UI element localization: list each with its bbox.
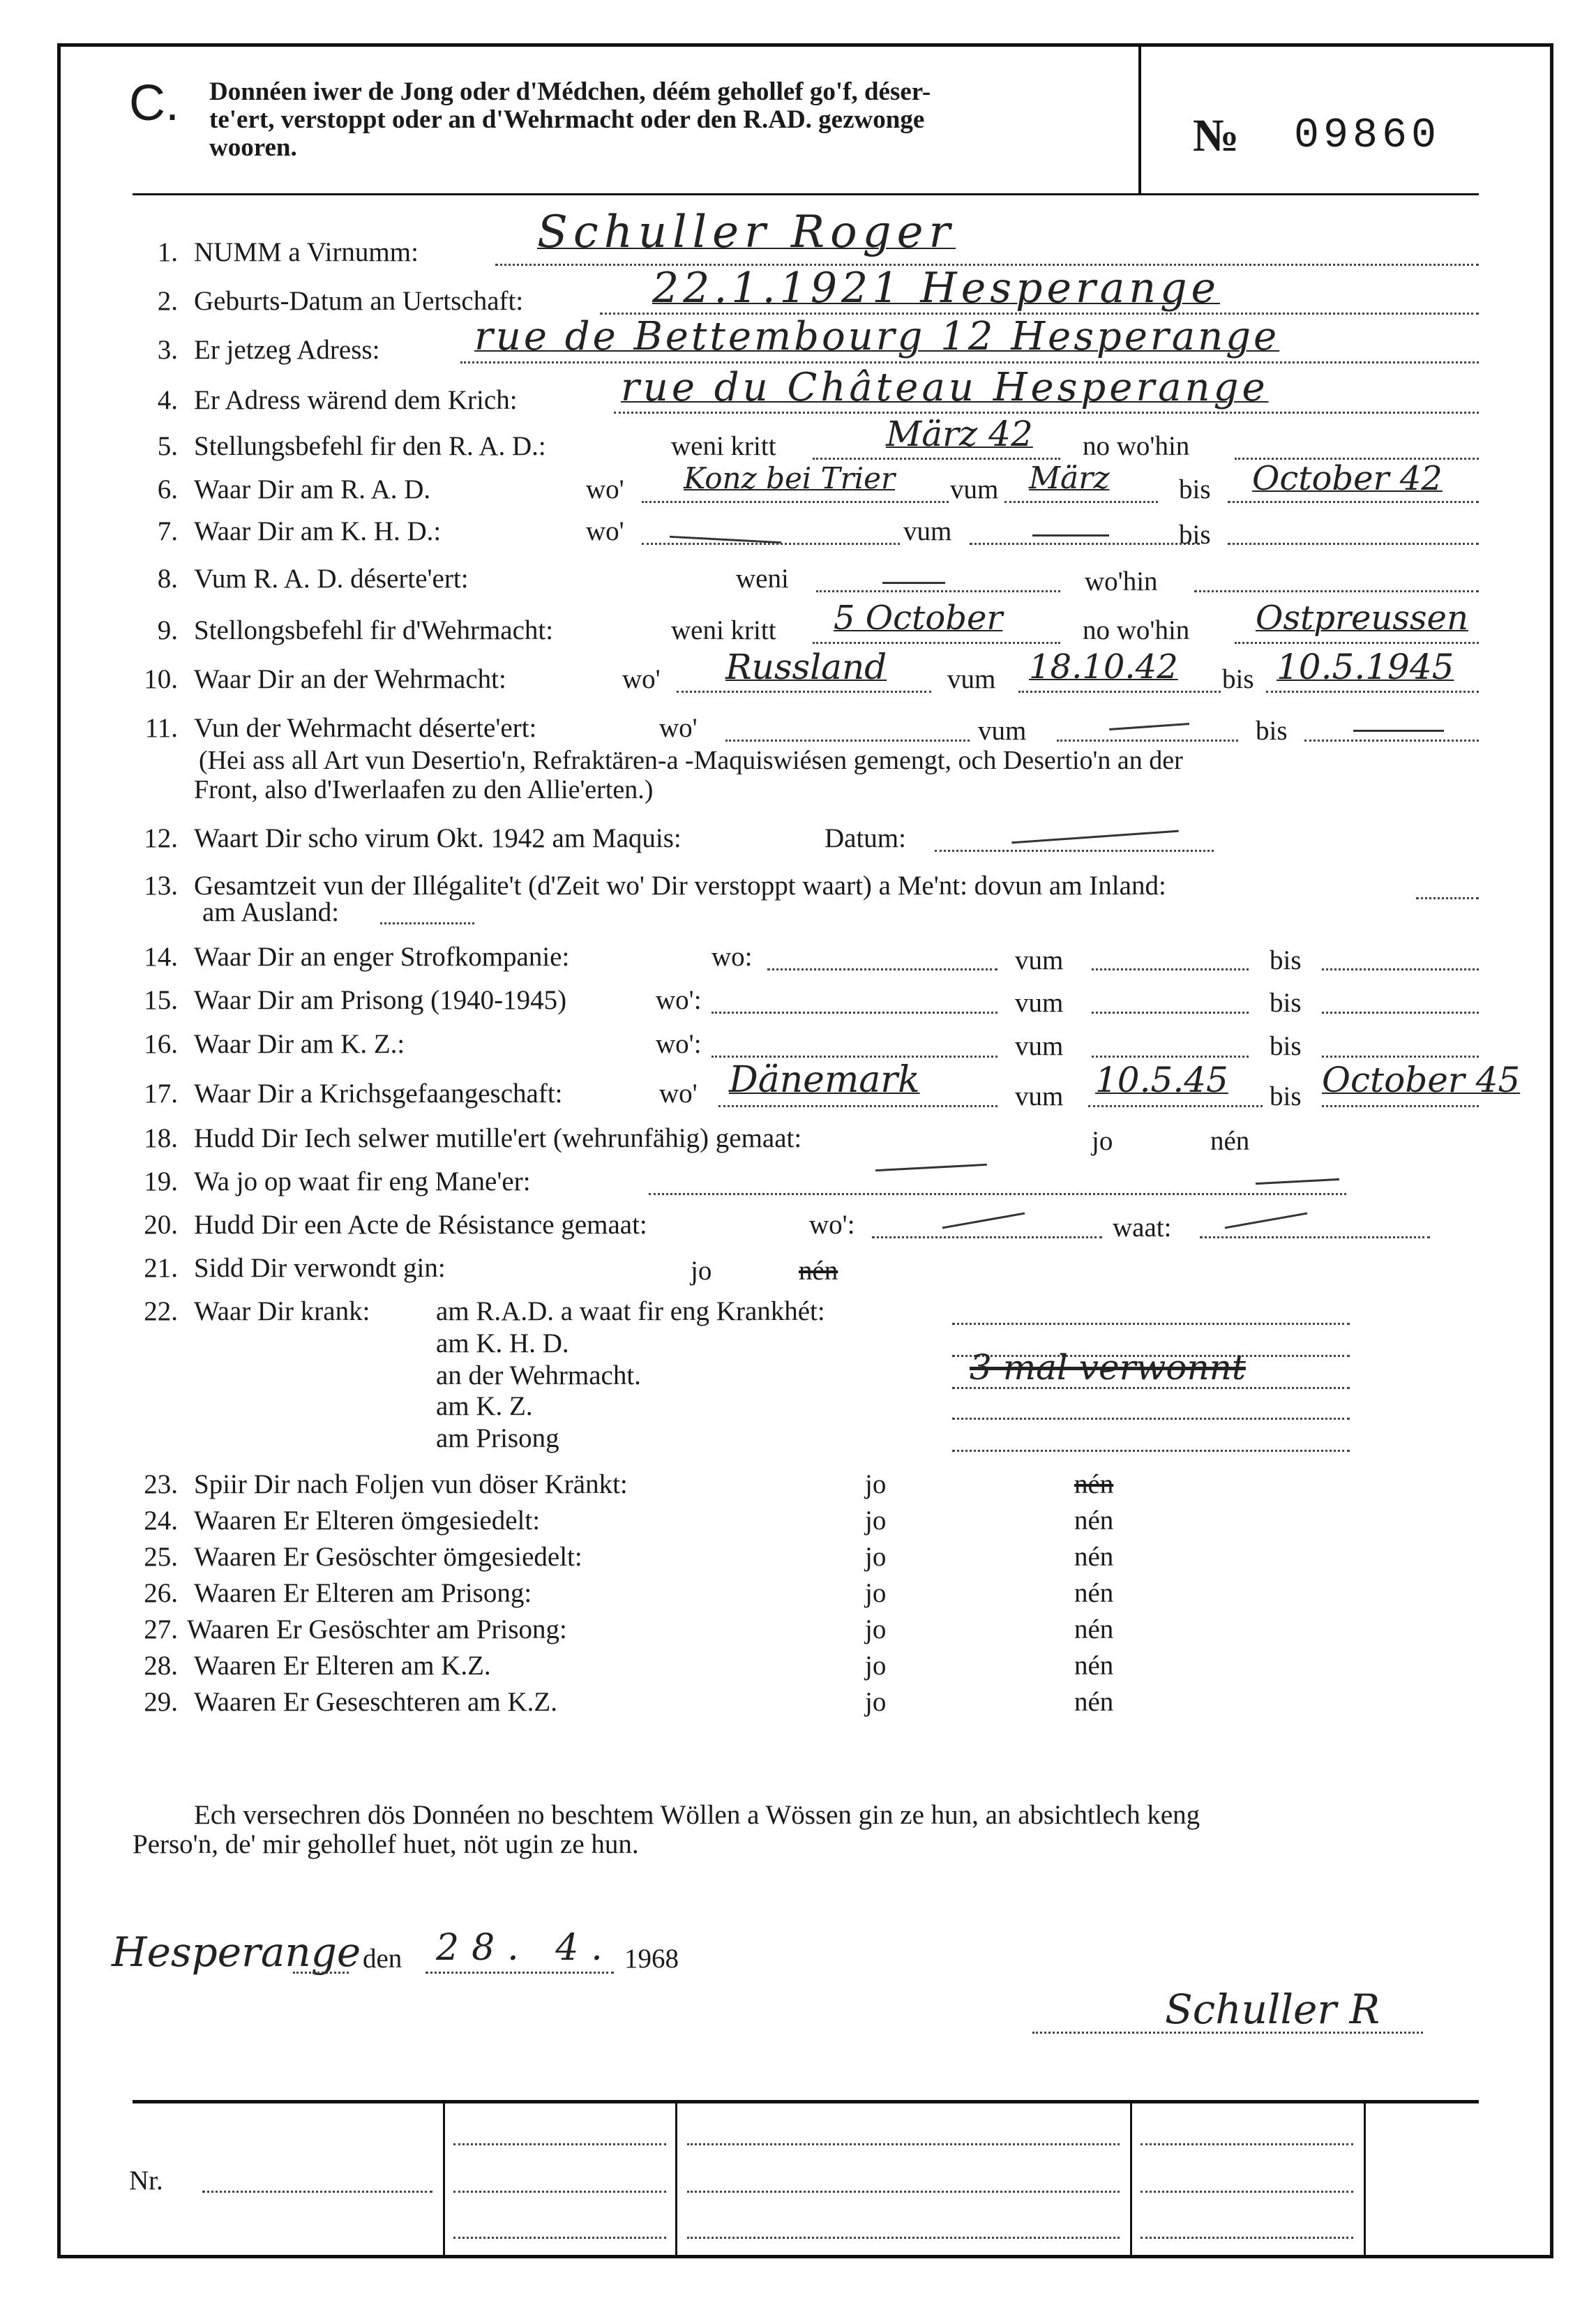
q10-wo-value: Russland — [725, 647, 887, 687]
footer-col-1 — [443, 2103, 445, 2255]
q27-jo: jo — [865, 1614, 887, 1644]
q11-bis-line — [1304, 740, 1479, 742]
q12-datum-dash — [1011, 830, 1179, 844]
q11-bis-label: bis — [1256, 716, 1288, 746]
q29-label: Waaren Er Geseschteren am K.Z. — [194, 1687, 557, 1717]
signature-name: Schuller R — [1165, 1986, 1380, 2033]
q16-vum-label: vum — [1015, 1031, 1064, 1061]
q16-bis-label: bis — [1270, 1031, 1302, 1061]
q29-jo: jo — [865, 1687, 887, 1717]
q8-wohin-label: wo'hin — [1085, 567, 1158, 597]
q15-bis-line — [1322, 1012, 1479, 1014]
signature-year: 1968 — [624, 1944, 679, 1974]
q8-label: Vum R. A. D. déserte'ert: — [194, 564, 469, 594]
q25-number: 25. — [144, 1542, 178, 1572]
signature-date-line — [426, 1972, 614, 1974]
q19-label: Wa jo op waat fir eng Mane'er: — [194, 1166, 531, 1196]
q7-vum-dash — [1032, 534, 1109, 537]
q11-vum-line — [1057, 740, 1238, 742]
q9-weni-label: weni kritt — [671, 615, 776, 645]
q10-wo-label: wo' — [622, 664, 661, 694]
q6-vum-line — [1004, 501, 1158, 503]
q11-vum-label: vum — [978, 716, 1027, 746]
footer-top-rule — [133, 2100, 1479, 2103]
footer-nr-label: Nr. — [129, 2166, 163, 2196]
footer-cell-2c — [687, 2237, 1120, 2239]
header-divider-horizontal — [133, 193, 1479, 195]
q22-rad: am R.A.D. a waat fir eng Krankhét: — [436, 1296, 825, 1326]
q2-number: 2. — [157, 286, 178, 316]
q25-label: Waaren Er Gesöschter ömgesiedelt: — [194, 1542, 582, 1572]
q7-vum-line — [970, 543, 1200, 545]
q10-vum-label: vum — [947, 664, 996, 694]
q27-label: Waaren Er Gesöschter am Prisong: — [187, 1614, 567, 1644]
q22-number: 22. — [144, 1296, 178, 1326]
q26-jo: jo — [865, 1578, 887, 1608]
q15-wo-line — [712, 1012, 998, 1014]
q11-note-line2: Front, also d'Iwerlaafen zu den Allie'erten.) — [194, 775, 654, 804]
q13-number: 13. — [144, 871, 178, 901]
q6-wo-label: wo' — [586, 474, 624, 504]
q8-wohin-line — [1194, 590, 1479, 592]
signature-place: Hesperange — [112, 1928, 361, 1976]
q5-number: 5. — [157, 431, 178, 461]
q22-kz-line — [952, 1418, 1350, 1420]
q18-label: Hudd Dir Iech selwer mutille'ert (wehrunfähig) gemaat: — [194, 1123, 802, 1153]
q6-wo-value: Konz bei Trier — [684, 461, 896, 495]
q6-vum-value: März — [1029, 460, 1110, 496]
q20-waat-dash — [1225, 1213, 1308, 1229]
q28-label: Waaren Er Elteren am K.Z. — [194, 1651, 491, 1681]
q21-label: Sidd Dir verwondt gin: — [194, 1253, 446, 1283]
q6-bis-line — [1228, 501, 1479, 503]
q9-number: 9. — [157, 615, 178, 645]
q11-vum-dash — [1109, 723, 1189, 730]
q10-bis-label: bis — [1222, 664, 1254, 694]
outer-border-bottom — [57, 2255, 1553, 2258]
q20-wo-line — [872, 1236, 1102, 1238]
q27-nen: nén — [1074, 1614, 1114, 1644]
q25-nen: nén — [1074, 1542, 1114, 1572]
q14-vum-label: vum — [1015, 945, 1064, 975]
q17-wo-label: wo' — [659, 1079, 698, 1109]
header-title-line3: wooren. — [209, 133, 297, 162]
q16-bis-line — [1322, 1056, 1479, 1058]
q12-datum-label: Datum: — [825, 823, 906, 853]
q8-weni-label: weni — [736, 564, 789, 594]
q10-number: 10. — [144, 664, 178, 694]
q6-wo-line — [642, 501, 949, 503]
q10-bis-value: 10.5.1945 — [1277, 647, 1454, 687]
q5-label: Stellungsbefehl fir den R. A. D.: — [194, 431, 546, 461]
q24-label: Waaren Er Elteren ömgesiedelt: — [194, 1506, 541, 1536]
q19-number: 19. — [144, 1166, 178, 1196]
q10-vum-line — [1018, 691, 1221, 693]
q16-wo-label: wo': — [656, 1029, 702, 1059]
q7-vum-label: vum — [903, 516, 952, 546]
q19-dash-2 — [1256, 1178, 1339, 1185]
q14-bis-line — [1322, 968, 1479, 970]
q23-label: Spiir Dir nach Foljen vun döser Kränkt: — [194, 1469, 628, 1499]
q1-number: 1. — [157, 237, 178, 267]
q21-jo: jo — [691, 1256, 712, 1286]
q14-label: Waar Dir an enger Strofkompanie: — [194, 942, 570, 972]
section-letter: C. — [129, 75, 179, 131]
q1-value: Schuller Roger — [537, 207, 956, 258]
q18-number: 18. — [144, 1123, 178, 1153]
q3-value: rue de Bettembourg 12 Hesperange — [474, 314, 1280, 359]
q16-vum-line — [1092, 1056, 1249, 1058]
q14-wo-label: wo: — [712, 942, 753, 972]
q7-bis-label: bis — [1179, 520, 1211, 550]
q22-prisong: am Prisong — [436, 1423, 559, 1453]
signature-den: den — [363, 1944, 402, 1974]
q9-wohin-label: no wo'hin — [1083, 615, 1190, 645]
outer-border-top — [57, 43, 1553, 47]
q11-wo-line — [725, 740, 970, 742]
footer-cell-2a — [687, 2143, 1120, 2145]
q6-label: Waar Dir am R. A. D. — [194, 474, 431, 504]
q8-number: 8. — [157, 564, 178, 594]
q8-weni-dash — [882, 582, 945, 584]
q20-waat-line — [1200, 1236, 1430, 1238]
signature-place-line — [293, 1972, 349, 1974]
q10-vum-value: 18.10.42 — [1029, 647, 1178, 687]
q28-jo: jo — [865, 1651, 887, 1681]
q22-kz: am K. Z. — [436, 1391, 533, 1421]
q25-jo: jo — [865, 1542, 887, 1572]
q6-number: 6. — [157, 474, 178, 504]
signature-day-month: 28. 4. — [436, 1927, 615, 1969]
q11-wo-label: wo' — [659, 713, 698, 743]
header-divider-vertical — [1138, 47, 1141, 193]
q10-bis-line — [1266, 691, 1479, 693]
q29-number: 29. — [144, 1687, 178, 1717]
q12-number: 12. — [144, 823, 178, 853]
footer-cell-3b — [1140, 2191, 1353, 2193]
q20-waat-label: waat: — [1113, 1213, 1172, 1243]
q3-number: 3. — [157, 335, 178, 365]
q22-wehrmacht: an der Wehrmacht. — [436, 1360, 641, 1390]
q17-label: Waar Dir a Krichsgefaangeschaft: — [194, 1079, 563, 1109]
header-title-line2: te'ert, verstoppt oder an d'Wehrmacht oder den R.AD. gezwonge — [209, 105, 925, 134]
footer-cell-3a — [1140, 2143, 1353, 2145]
q12-datum-line — [935, 850, 1214, 852]
footer-cell-2b — [687, 2191, 1120, 2193]
q11-note-line1: (Hei ass all Art vun Desertio'n, Refraktären-a -Maquiswiésen gemengt, och Desertio'n an der — [199, 746, 1183, 775]
q17-vum-value: 10.5.45 — [1095, 1060, 1228, 1100]
q13-ausland-label: am Ausland: — [202, 897, 340, 927]
q5-weni-value: März 42 — [886, 414, 1033, 454]
footer-col-4 — [1364, 2103, 1366, 2255]
q19-dash-1 — [875, 1164, 987, 1171]
q6-bis-value: October 42 — [1252, 459, 1443, 498]
q21-nen: nén — [799, 1256, 838, 1286]
outer-border-left — [57, 43, 61, 2258]
q28-number: 28. — [144, 1651, 178, 1681]
q22-rad-line — [952, 1323, 1350, 1325]
q7-wo-label: wo' — [586, 516, 624, 546]
q18-jo: jo — [1092, 1126, 1113, 1156]
q9-weni-line — [813, 642, 1060, 644]
q3-field-line — [460, 361, 1479, 363]
q13-label: Gesamtzeit vun der Illégalite't (d'Zeit wo' Dir verstoppt waart) a Me'nt: dovun am Inland: — [194, 871, 1166, 901]
q13-inland-line — [1416, 897, 1479, 899]
q15-wo-label: wo': — [656, 985, 702, 1015]
q26-label: Waaren Er Elteren am Prisong: — [194, 1578, 532, 1608]
q29-nen: nén — [1074, 1687, 1114, 1717]
q4-value: rue du Château Hesperange — [621, 365, 1269, 410]
q24-nen: nén — [1074, 1506, 1114, 1536]
q15-vum-line — [1092, 1012, 1249, 1014]
footer-cell-1b — [453, 2191, 666, 2193]
q9-wohin-line — [1235, 642, 1479, 644]
q17-bis-label: bis — [1270, 1081, 1302, 1111]
q8-weni-line — [816, 590, 1060, 592]
q22-prisong-line — [952, 1450, 1350, 1452]
q1-label: NUMM a Virnumm: — [194, 237, 419, 267]
q5-wohin-label: no wo'hin — [1083, 431, 1190, 461]
q11-number: 11. — [144, 713, 178, 743]
footer-col-2 — [675, 2103, 677, 2255]
q11-bis-dash — [1353, 730, 1444, 732]
q9-label: Stellongsbefehl fir d'Wehrmacht: — [194, 615, 554, 645]
q27-number: 27. — [144, 1614, 178, 1644]
q14-wo-line — [767, 968, 998, 970]
q23-jo: jo — [865, 1469, 887, 1499]
q17-wo-line — [718, 1105, 998, 1107]
q28-nen: nén — [1074, 1651, 1114, 1681]
declaration-line1: Ech versechren dös Donnéen no beschtem Wöllen a Wössen gin ze hun, an absichtlech keng — [194, 1800, 1200, 1830]
q20-label: Hudd Dir een Acte de Résistance gemaat: — [194, 1210, 647, 1240]
q20-wo-label: wo': — [809, 1210, 855, 1240]
q14-number: 14. — [144, 942, 178, 972]
q22-wehrmacht-value: 3 mal verwonnt — [970, 1347, 1246, 1388]
q19-field-line — [649, 1193, 1346, 1195]
q17-wo-value: Dänemark — [729, 1059, 920, 1101]
q17-bis-line — [1322, 1105, 1479, 1107]
q13-ausland-line — [380, 922, 474, 924]
footer-cell-3c — [1140, 2237, 1353, 2239]
q4-label: Er Adress wärend dem Krich: — [194, 385, 518, 415]
q18-nen: nén — [1210, 1126, 1250, 1156]
q16-label: Waar Dir am K. Z.: — [194, 1029, 405, 1059]
q21-number: 21. — [144, 1253, 178, 1283]
q16-wo-line — [712, 1056, 998, 1058]
number-sign: № — [1193, 110, 1240, 161]
q3-label: Er jetzeg Adress: — [194, 335, 380, 365]
q15-vum-label: vum — [1015, 988, 1064, 1018]
q26-number: 26. — [144, 1578, 178, 1608]
q14-vum-line — [1092, 968, 1249, 970]
q26-nen: nén — [1074, 1578, 1114, 1608]
q12-label: Waart Dir scho virum Okt. 1942 am Maquis: — [194, 823, 682, 853]
q9-weni-value: 5 October — [834, 599, 1003, 638]
q2-value: 22.1.1921 Hesperange — [652, 264, 1220, 313]
q15-label: Waar Dir am Prisong (1940-1945) — [194, 985, 567, 1015]
q6-vum-label: vum — [950, 474, 999, 504]
q17-vum-label: vum — [1015, 1081, 1064, 1111]
q7-number: 7. — [157, 516, 178, 546]
q16-number: 16. — [144, 1029, 178, 1059]
q5-weni-label: weni kritt — [671, 431, 776, 461]
footer-col-3 — [1130, 2103, 1132, 2255]
q17-bis-value: October 45 — [1322, 1060, 1521, 1100]
q24-jo: jo — [865, 1506, 887, 1536]
form-number: 09860 — [1294, 112, 1441, 160]
q15-number: 15. — [144, 985, 178, 1015]
q23-number: 23. — [144, 1469, 178, 1499]
q22-label: Waar Dir krank: — [194, 1296, 370, 1326]
q9-wohin-value: Ostpreussen — [1256, 599, 1468, 638]
footer-nr-line — [202, 2191, 432, 2193]
q15-bis-label: bis — [1270, 988, 1302, 1018]
q11-label: Vun der Wehrmacht déserte'ert: — [194, 713, 537, 743]
q20-wo-dash — [942, 1213, 1025, 1229]
q7-label: Waar Dir am K. H. D.: — [194, 516, 442, 546]
q22-khd: am K. H. D. — [436, 1328, 569, 1358]
header-title-line1: Donnéen iwer de Jong oder d'Médchen, déém gehollef go'f, déser- — [209, 77, 931, 106]
q4-field-line — [614, 412, 1479, 414]
q20-number: 20. — [144, 1210, 178, 1240]
declaration-line2: Perso'n, de' mir gehollef huet, nöt ugin ze hun. — [133, 1829, 639, 1859]
q23-nen: nén — [1074, 1469, 1114, 1499]
footer-cell-1c — [453, 2237, 666, 2239]
q2-label: Geburts-Datum an Uertschaft: — [194, 286, 524, 316]
header-title — [209, 78, 1116, 162]
q6-bis-label: bis — [1179, 474, 1211, 504]
footer-cell-1a — [453, 2143, 666, 2145]
q4-number: 4. — [157, 385, 178, 415]
q10-label: Waar Dir an der Wehrmacht: — [194, 664, 506, 694]
q14-bis-label: bis — [1270, 945, 1302, 975]
outer-border-right — [1550, 43, 1553, 2258]
q24-number: 24. — [144, 1506, 178, 1536]
q10-wo-line — [677, 691, 931, 693]
q17-vum-line — [1088, 1105, 1263, 1107]
q7-bis-line — [1228, 543, 1479, 545]
q17-number: 17. — [144, 1079, 178, 1109]
